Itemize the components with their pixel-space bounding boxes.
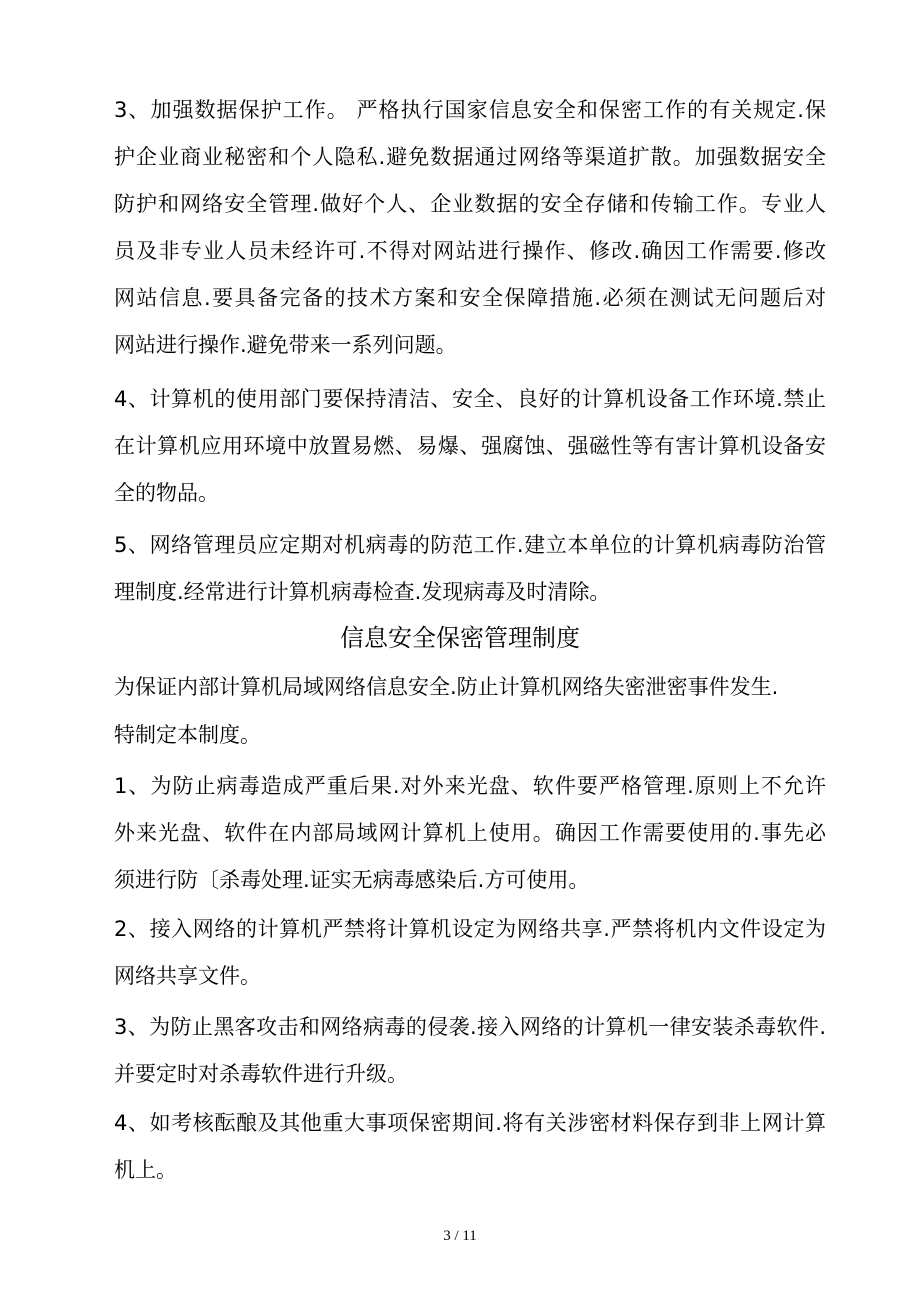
paragraph-3-line-2: 护企业商业秘密和个人隐私.避免数据通过网络等渠道扩散。加强数据安全 <box>114 145 826 169</box>
rule-3-line-2: 并要定时对杀毒软件进行升级。 <box>114 1062 408 1086</box>
rule-1-line-2: 外来光盘、软件在内部局域网计算机上使用。确因工作需要使用的.事先必 <box>114 821 826 845</box>
paragraph-4-line-2: 在计算机应用环境中放置易燃、易爆、强腐蚀、强磁性等有害计算机设备安 <box>114 434 826 458</box>
paragraph-3-line-5: 网站信息.要具备完备的技术方案和安全保障措施.必须在测试无问题后对 <box>114 286 826 310</box>
paragraph-3-line-1: 3、加强数据保护工作。 严格执行国家信息安全和保密工作的有关规定.保 <box>114 98 826 122</box>
paragraph-3-line-3: 防护和网络安全管理.做好个人、企业数据的安全存储和传输工作。专业人 <box>114 192 826 216</box>
rule-4-line-1: 4、如考核酝酿及其他重大事项保密期间.将有关涉密材料保存到非上网计算 <box>114 1111 826 1135</box>
rule-1-line-1: 1、为防止病毒造成严重后果.对外来光盘、软件要严格管理.原则上不允许 <box>114 774 826 798</box>
paragraph-4-line-1: 4、计算机的使用部门要保持清洁、安全、良好的计算机设备工作环境.禁止 <box>114 387 826 411</box>
page-number: 3 / 11 <box>443 1228 477 1244</box>
rule-2-line-1: 2、接入网络的计算机严禁将计算机设定为网络共享.严禁将机内文件设定为 <box>114 917 826 941</box>
intro-line-1: 为保证内部计算机局域网络信息安全.防止计算机网络失密泄密事件发生. <box>114 675 779 699</box>
paragraph-3-line-4: 员及非专业人员未经许可.不得对网站进行操作、修改.确因工作需要.修改 <box>114 239 826 263</box>
paragraph-5-line-2: 理制度.经常进行计算机病毒检查.发现病毒及时清除。 <box>114 580 611 604</box>
section-title: 信息安全保密管理制度 <box>340 624 580 652</box>
paragraph-3-line-6: 网站进行操作.避免带来一系列问题。 <box>114 333 457 357</box>
rule-3-line-1: 3、为防止黑客攻击和网络病毒的侵袭.接入网络的计算机一律安装杀毒软件. <box>114 1015 826 1039</box>
rule-1-line-3: 须进行防〔杀毒处理.证实无病毒感染后.方可使用。 <box>114 868 590 892</box>
paragraph-5-line-1: 5、网络管理员应定期对机病毒的防范工作.建立本单位的计算机病毒防治管 <box>114 533 826 557</box>
intro-line-2: 特制定本制度。 <box>114 723 261 747</box>
rule-2-line-2: 网络共享文件。 <box>114 964 261 988</box>
rule-4-line-2: 机上。 <box>114 1158 177 1182</box>
paragraph-4-line-3: 全的物品。 <box>114 481 219 505</box>
